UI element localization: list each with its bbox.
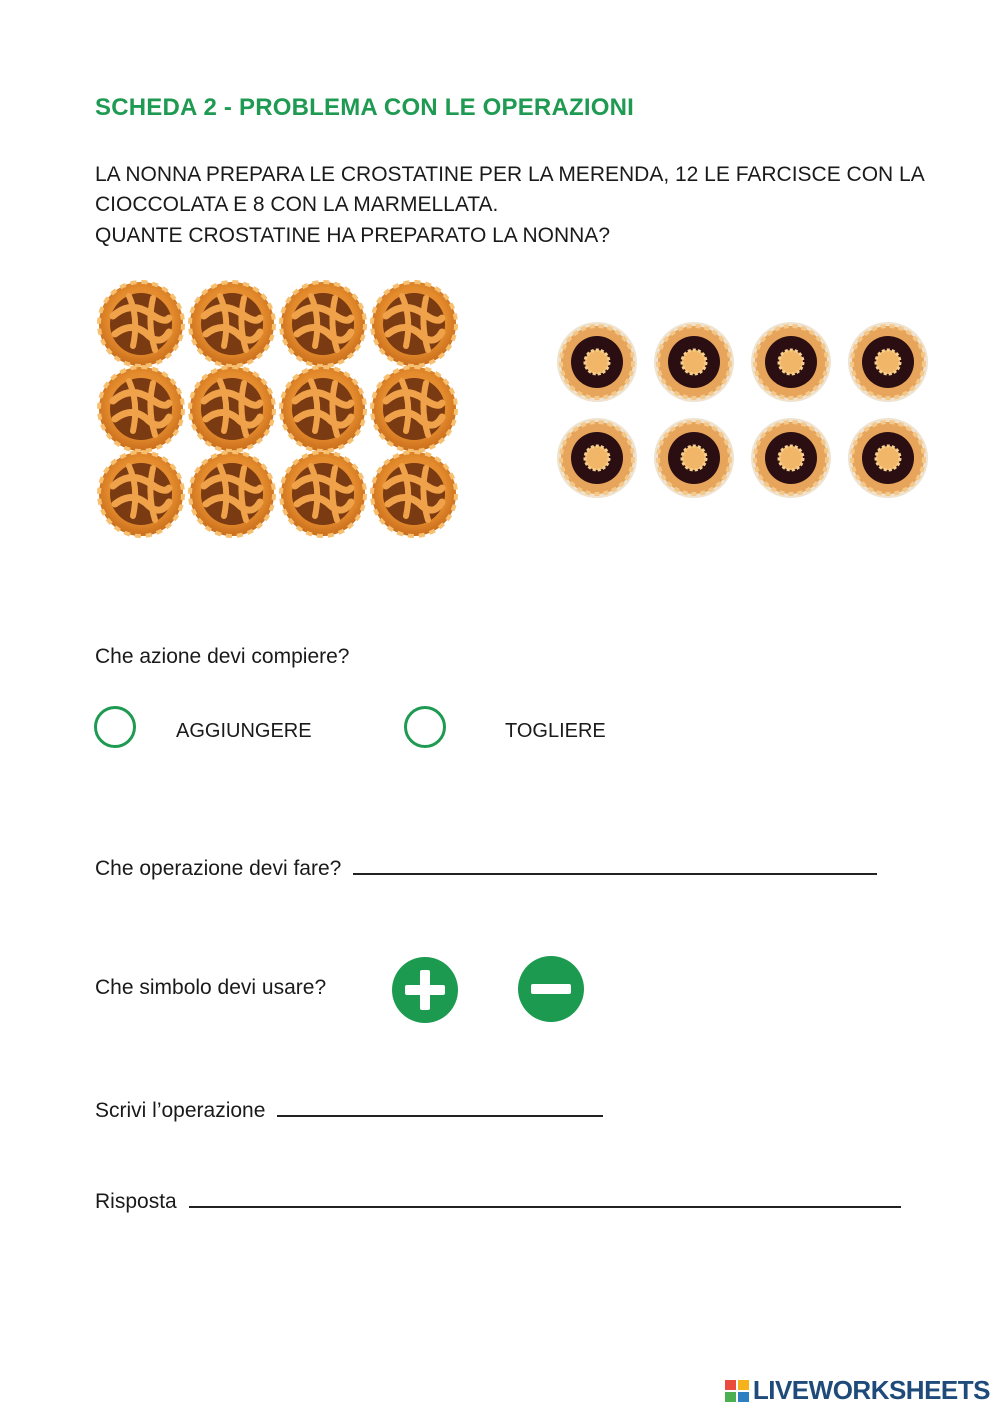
worksheet-title: SCHEDA 2 - PROBLEMA CON LE OPERAZIONI — [95, 94, 634, 121]
write-operation-question — [95, 1097, 603, 1123]
chocolate-tart — [99, 282, 183, 366]
chocolate-tarts-image — [95, 280, 465, 545]
option-togliere-label: TOGLIERE — [505, 720, 606, 742]
jam-tart — [848, 418, 928, 498]
minus-button[interactable] — [518, 956, 584, 1022]
operation-answer-line[interactable] — [353, 855, 877, 875]
answer-line[interactable] — [189, 1188, 901, 1208]
jam-tart — [557, 418, 637, 498]
chocolate-tart — [190, 367, 274, 451]
chocolate-tart — [281, 282, 365, 366]
liveworksheets-logo — [725, 1375, 990, 1406]
answer-question — [95, 1188, 901, 1214]
chocolate-tart — [99, 367, 183, 451]
operation-question — [95, 855, 877, 881]
chocolate-tart — [372, 282, 456, 366]
jam-tart — [751, 418, 831, 498]
minus-icon — [518, 956, 584, 1022]
action-question: Che azione devi compiere? — [95, 645, 350, 668]
write-operation-line[interactable] — [277, 1097, 603, 1117]
chocolate-tart — [372, 367, 456, 451]
liveworksheets-icon — [725, 1380, 749, 1402]
plus-button[interactable] — [392, 957, 458, 1023]
answer-label: Risposta — [95, 1190, 177, 1213]
operation-question-label: Che operazione devi fare? — [95, 857, 342, 880]
problem-line-1: LA NONNA PREPARA LE CROSTATINE PER LA MERENDA, 12 LE FARCISCE CON LA — [95, 163, 925, 186]
jam-tart — [848, 322, 928, 402]
chocolate-tart — [190, 452, 274, 536]
jam-tart — [751, 322, 831, 402]
problem-line-3: QUANTE CROSTATINE HA PREPARATO LA NONNA? — [95, 224, 610, 247]
jam-tart — [654, 418, 734, 498]
option-aggiungere-label: AGGIUNGERE — [176, 720, 312, 742]
option-togliere-radio[interactable] — [404, 706, 446, 748]
chocolate-tart — [372, 452, 456, 536]
symbol-question: Che simbolo devi usare? — [95, 976, 327, 999]
chocolate-tart — [281, 452, 365, 536]
chocolate-tart — [190, 282, 274, 366]
jam-tarts-image — [553, 318, 938, 503]
option-aggiungere-radio[interactable] — [94, 706, 136, 748]
chocolate-tart — [99, 452, 183, 536]
brand-name: LIVEWORKSHEETS — [752, 1375, 990, 1405]
jam-tart — [654, 322, 734, 402]
jam-tart — [557, 322, 637, 402]
write-operation-label: Scrivi l’operazione — [95, 1099, 266, 1122]
chocolate-tart — [281, 367, 365, 451]
problem-line-2: CIOCCOLATA E 8 CON LA MARMELLATA. — [95, 193, 499, 216]
plus-icon — [392, 957, 458, 1023]
